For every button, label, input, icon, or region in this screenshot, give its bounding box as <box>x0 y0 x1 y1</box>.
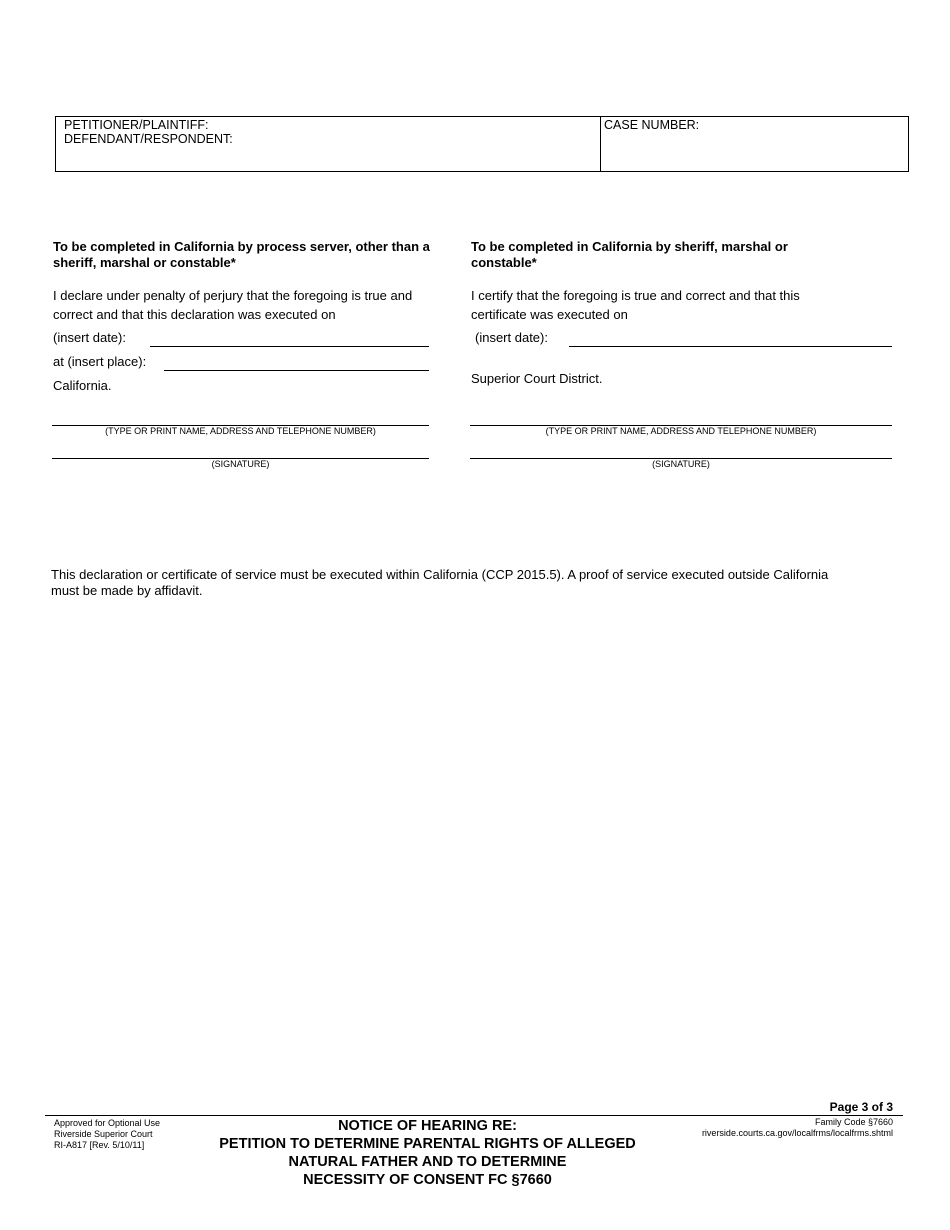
left-date-field[interactable] <box>150 346 429 347</box>
code-reference: Family Code §7660 <box>814 1117 893 1127</box>
defendant-label: DEFENDANT/RESPONDENT: <box>64 132 233 146</box>
petitioner-label: PETITIONER/PLAINTIFF: <box>64 118 209 132</box>
court-text: Riverside Superior Court <box>54 1129 153 1139</box>
footer-rule <box>45 1115 903 1116</box>
form-title <box>185 1117 670 1189</box>
left-name-caption: (TYPE OR PRINT NAME, ADDRESS AND TELEPHONE NUMBER) <box>105 426 376 436</box>
form-id: RI-A817 [Rev. 5/10/11] <box>54 1140 145 1150</box>
left-declaration-text: I declare under penalty of perjury that the foregoing is true and correct and that this declaration was executed on <box>53 288 413 322</box>
district-label: Superior Court District. <box>471 371 603 386</box>
right-date-label: (insert date): <box>475 330 548 345</box>
california-label: California. <box>53 378 112 393</box>
place-label: at (insert place): <box>53 354 147 369</box>
right-column-heading: To be completed in California by sheriff, marshal or constable* <box>471 239 788 270</box>
form-title-line: PETITION TO DETERMINE PARENTAL RIGHTS OF ALLEGED <box>219 1136 636 1152</box>
form-title-line: NATURAL FATHER AND TO DETERMINE <box>288 1154 567 1170</box>
form-title-line: NOTICE OF HEARING RE: <box>338 1118 517 1134</box>
case-caption-box <box>55 116 909 172</box>
place-field[interactable] <box>164 370 429 371</box>
page-number: Page 3 of 3 <box>829 1100 893 1114</box>
left-date-label: (insert date): <box>53 330 126 345</box>
right-certification-text: I certify that the foregoing is true and correct and that this certificate was executed on <box>471 288 800 322</box>
footer-approval <box>54 1118 160 1151</box>
left-signature-caption: (SIGNATURE) <box>211 459 270 469</box>
court-url[interactable]: riverside.courts.ca.gov/localfrms/localfrms.shtml <box>701 1128 893 1138</box>
service-note: This declaration or certificate of service must be executed within California (CCP 2015.5). A proof of service executed outside California must be made by affidavit. <box>51 567 829 598</box>
footer-references <box>702 1117 893 1139</box>
right-date-field[interactable] <box>569 346 892 347</box>
right-signature-caption: (SIGNATURE) <box>652 459 710 469</box>
right-name-caption: (TYPE OR PRINT NAME, ADDRESS AND TELEPHONE NUMBER) <box>545 426 817 436</box>
approved-text: Approved for Optional Use <box>54 1118 161 1128</box>
left-column-heading: To be completed in California by process server, other than a sheriff, marshal or constable* <box>53 239 430 270</box>
case-number-label: CASE NUMBER: <box>604 118 700 132</box>
form-title-line: NECESSITY OF CONSENT FC §7660 <box>303 1172 552 1188</box>
caption-divider <box>600 117 601 171</box>
